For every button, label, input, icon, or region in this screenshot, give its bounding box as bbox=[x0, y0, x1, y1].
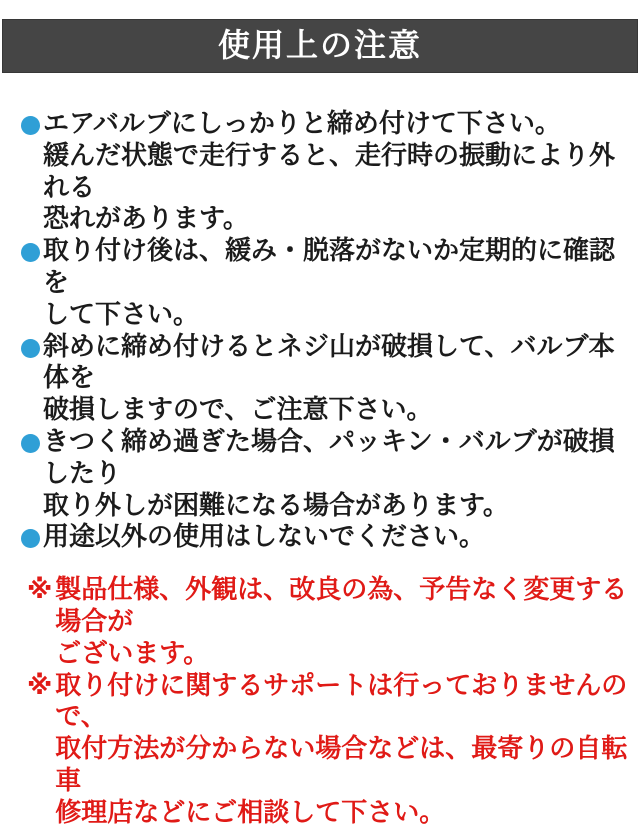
list-item bbox=[21, 332, 632, 427]
text-line: 用途以外の使用はしないでください。 bbox=[43, 522, 486, 553]
text-line: ございます。 bbox=[55, 638, 210, 669]
text-line: 製品仕様、外観は、改良の為、予告なく変更する場合が bbox=[55, 575, 628, 637]
text-line: 恐れがあります。 bbox=[43, 204, 249, 235]
list-item bbox=[21, 427, 632, 522]
list-item bbox=[21, 522, 632, 554]
notice-header-bar bbox=[2, 19, 638, 73]
text-line: して下さい。 bbox=[43, 299, 200, 330]
text-line: 破損しますので、ご注意下さい。 bbox=[43, 395, 433, 426]
text-line: 斜めに締め付けるとネジ山が破損して、バルブ本体を bbox=[43, 331, 615, 394]
text-line: 取り外しが困難になる場合があります。 bbox=[43, 490, 509, 521]
usage-notice-card bbox=[0, 19, 640, 828]
item-text bbox=[55, 575, 632, 670]
circle-bullet-icon bbox=[21, 339, 40, 358]
item-text bbox=[43, 427, 632, 522]
list-item bbox=[21, 236, 632, 331]
reference-mark-icon: ※ bbox=[27, 575, 53, 606]
text-line: 取り付け後は、緩み・脱落がないか定期的に確認を bbox=[43, 236, 616, 298]
list-item bbox=[27, 671, 632, 830]
text-line: きつく締め過ぎた場合、パッキン・バルブが破損したり bbox=[43, 426, 615, 489]
item-text bbox=[43, 522, 485, 554]
text-line: エアバルブにしっかりと締め付けて下さい。 bbox=[43, 109, 561, 139]
circle-bullet-icon bbox=[21, 243, 40, 262]
list-item bbox=[21, 109, 632, 236]
text-line: 修理店などにご相談して下さい。 bbox=[55, 797, 446, 828]
item-text bbox=[43, 332, 632, 427]
text-line: 緩んだ状態で走行すると、走行時の振動により外れる bbox=[43, 140, 616, 203]
disclaimer-list bbox=[0, 554, 640, 829]
reference-mark-icon: ※ bbox=[27, 670, 53, 701]
text-line: 取付方法が分からない場合などは、最寄りの自転車 bbox=[55, 734, 628, 796]
precaution-list bbox=[0, 73, 640, 554]
circle-bullet-icon bbox=[21, 529, 40, 548]
notice-title: 使用上の注意 bbox=[217, 26, 422, 64]
circle-bullet-icon bbox=[21, 434, 40, 453]
circle-bullet-icon bbox=[21, 116, 40, 135]
text-line: 取り付けに関するサポートは行っておりませんので、 bbox=[55, 670, 628, 733]
list-item bbox=[27, 575, 632, 670]
item-text bbox=[43, 236, 632, 331]
item-text bbox=[55, 671, 632, 830]
item-text bbox=[43, 109, 632, 236]
